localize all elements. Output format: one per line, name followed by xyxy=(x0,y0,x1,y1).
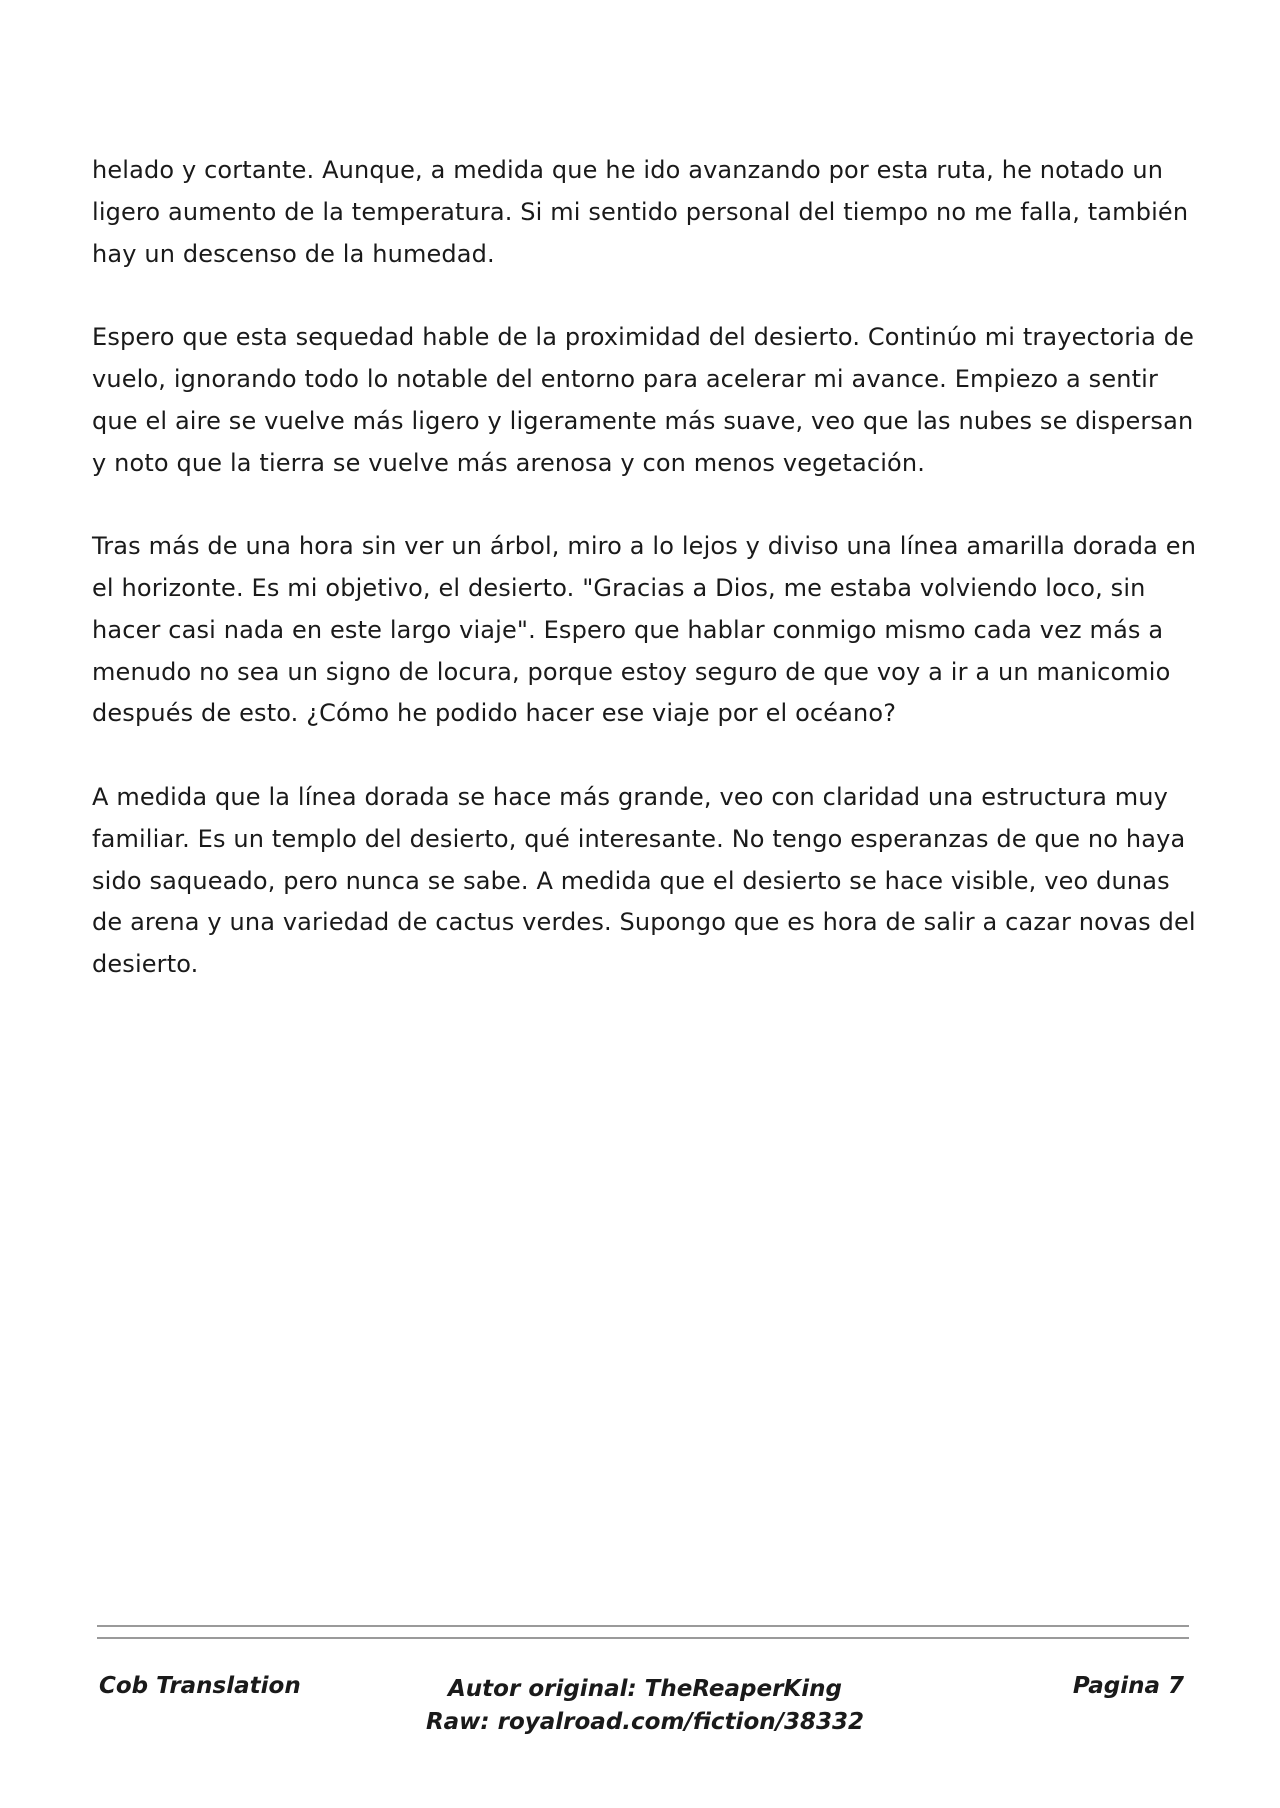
footer-page-number: Pagina 7 xyxy=(1072,1673,1184,1699)
paragraph-3: Tras más de una hora sin ver un árbol, miro a lo lejos y diviso una línea amarilla dorada en el horizonte. Es mi objetivo, el desierto. "Gracias a Dios, me estaba volviendo loco, sin hacer casi nada en este largo viaje". Espero que hablar conmigo mismo cada vez más a menudo no sea un signo de locura, porque estoy seguro de que voy a ir a un manicomio después de esto. ¿Cómo he podido hacer ese viaje por el océano? xyxy=(92,532,1197,728)
paragraph-2: Espero que esta sequedad hable de la proximidad del desierto. Continúo mi trayectoria de vuelo, ignorando todo lo notable del entorno para acelerar mi avance. Empiezo a sentir que el aire se vuelve más ligero y ligeramente más suave, veo que las nubes se dispersan y noto que la tierra se vuelve más arenosa y con menos vegetación. xyxy=(92,323,1195,477)
footer-translator: Cob Translation xyxy=(99,1673,301,1699)
body-text xyxy=(92,150,1202,1028)
paragraph-1: helado y cortante. Aunque, a medida que he ido avanzando por esta ruta, he notado un ligero aumento de la temperatura. Si mi sentido personal del tiempo no me falla, también hay un descenso de la humedad. xyxy=(92,156,1189,268)
footer-author: Autor original: TheReaperKing xyxy=(448,1676,842,1702)
footer-credits xyxy=(340,1673,950,1739)
footer-divider-top xyxy=(97,1625,1189,1627)
footer-raw-source: Raw: royalroad.com/fiction/38332 xyxy=(425,1709,865,1735)
footer-divider-bottom xyxy=(97,1637,1189,1639)
paragraph-4: A medida que la línea dorada se hace más grande, veo con claridad una estructura muy familiar. Es un templo del desierto, qué interesante. No tengo esperanzas de que no haya sido saqueado, pero nunca se sabe. A medida que el desierto se hace visible, veo dunas de arena y una variedad de cactus verdes. Supongo que es hora de salir a cazar novas del desierto. xyxy=(92,782,1196,979)
